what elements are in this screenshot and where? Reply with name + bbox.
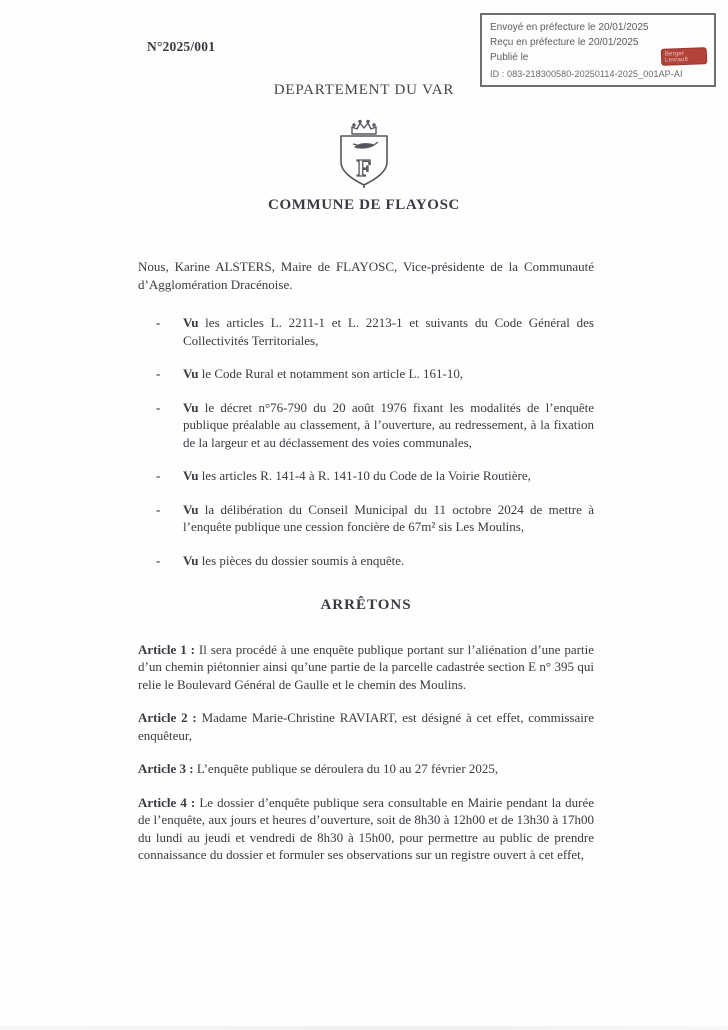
vu-lead: Vu <box>183 501 199 517</box>
commune-crest <box>333 118 395 195</box>
list-dash: - <box>156 552 161 568</box>
list-dash: - <box>156 315 161 330</box>
vu-item <box>156 314 594 349</box>
crest-icon <box>333 118 395 190</box>
prefecture-stamp-box <box>480 13 716 87</box>
document-body <box>138 258 594 880</box>
vu-lead: Vu <box>183 366 199 381</box>
article-3 <box>138 760 594 778</box>
article-text: Le dossier d’enquête publique sera consultable en Mairie pendant la durée de l’enquête, aux jours et heures d’ouverture, soit de 8h30 à 12h00 et de 13h30 à 17h00 du lundi au jeudi et vendredi de 8h30 à 15h00, pour permettre au public de prendre connaissance du dossier et formuler ses observations sur un registre ouvert à cet effet, <box>138 794 594 862</box>
article-2 <box>138 709 594 744</box>
document-number: N°2025/001 <box>147 39 216 54</box>
vu-text: les articles L. 2211-1 et L. 2213-1 et suivants du Code Général des Collectivités Territoriales, <box>183 315 594 348</box>
badge-line2: Levrault <box>665 56 689 64</box>
article-label: Article 2 : <box>138 710 197 725</box>
commune-title: COMMUNE DE FLAYOSC <box>268 197 460 213</box>
vu-text: les articles R. 141-4 à R. 141-10 du Code de la Voirie Routière, <box>198 468 531 483</box>
vu-lead: Vu <box>183 468 199 483</box>
article-text: Il sera procédé à une enquête publique portant sur l’aliénation d’une partie d’un chemin piétonnier ainsi qu’une partie de la parcelle cadastrée section E n° 395 qui relie le Boulevard Général de Gaulle et le chemin des Moulins. <box>138 641 594 692</box>
list-dash: - <box>156 501 161 517</box>
vu-lead: Vu <box>183 315 199 330</box>
list-dash: - <box>156 399 161 415</box>
stamp-received-line: Reçu en préfecture le 20/01/2025 <box>490 37 639 48</box>
vu-item <box>156 365 594 383</box>
stamp-published-line: Publié le <box>490 52 529 63</box>
berger-levrault-badge <box>661 47 708 66</box>
arretons-heading: ARRÊTONS <box>320 597 412 613</box>
vu-item <box>156 501 594 536</box>
vu-text: les pièces du dossier soumis à enquête. <box>198 552 405 568</box>
article-text: L’enquête publique se déroulera du 10 au 27 février 2025, <box>193 761 499 776</box>
vu-text: la délibération du Conseil Municipal du 11 octobre 2024 de mettre à l’enquête publique une cession foncière de 67m² sis Les Moulins, <box>183 501 594 534</box>
article-label: Article 4 : <box>138 794 196 810</box>
vu-item <box>156 399 594 452</box>
stamp-sent-line: Envoyé en préfecture le 20/01/2025 <box>490 22 649 33</box>
preamble-paragraph: Nous, Karine ALSTERS, Maire de FLAYOSC, Vice-présidente de la Communauté d’Agglomération Dracénoise. <box>138 259 594 292</box>
badge-line1: Berger <box>664 50 685 58</box>
department-title: DEPARTEMENT DU VAR <box>273 82 455 98</box>
list-dash: - <box>156 366 161 381</box>
vu-list <box>138 314 594 569</box>
article-4 <box>138 794 594 864</box>
vu-text: le décret n°76-790 du 20 août 1976 fixant les modalités de l’enquête publique préalable au classement, à l’ouverture, au redressement, à la fixation de la largeur et au déclassement des voies communales, <box>183 399 594 450</box>
vu-item <box>156 552 594 570</box>
article-label: Article 3 : <box>138 761 194 776</box>
scan-artifact <box>0 1026 728 1030</box>
list-dash: - <box>156 468 161 483</box>
article-text: Madame Marie-Christine RAVIART, est désigné à cet effet, commissaire enquêteur, <box>138 710 594 743</box>
vu-item <box>156 467 594 485</box>
stamp-id-line: ID : 083-218300580-20250114-2025_001AP-AI <box>490 69 683 79</box>
article-label: Article 1 : <box>138 641 195 657</box>
vu-text: le Code Rural et notamment son article L. 161-10, <box>198 366 464 381</box>
article-1 <box>138 641 594 694</box>
vu-lead: Vu <box>183 552 199 568</box>
crest-letter: F <box>356 156 372 182</box>
vu-lead: Vu <box>183 399 199 415</box>
